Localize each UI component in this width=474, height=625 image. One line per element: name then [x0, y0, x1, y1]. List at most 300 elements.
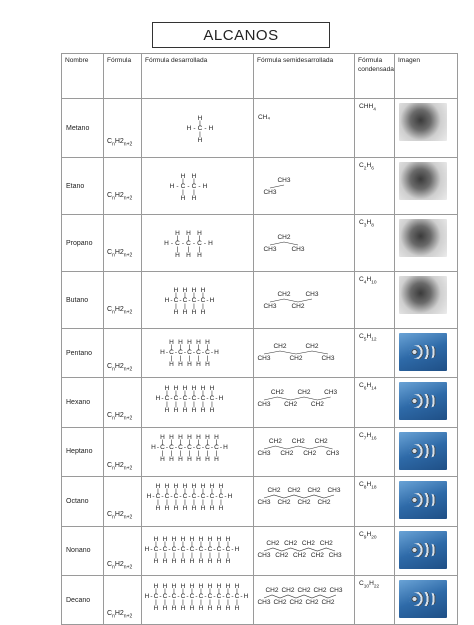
svg-text:|: | [161, 449, 164, 457]
alkane-name: Octano [62, 477, 104, 526]
svg-text:|: | [188, 438, 191, 446]
svg-text:H: H [155, 505, 161, 513]
svg-text:H: H [191, 407, 197, 415]
svg-text:H: H [207, 582, 213, 590]
svg-text:|: | [166, 390, 168, 398]
svg-text:CH3: CH3 [263, 246, 277, 253]
svg-text:H: H [164, 483, 170, 491]
svg-text:H: H [196, 455, 201, 463]
svg-text:H: H [178, 361, 183, 368]
svg-text:-: - [161, 493, 164, 501]
svg-text:|: | [193, 499, 195, 507]
svg-text:|: | [170, 438, 173, 446]
molecule-image [395, 99, 458, 158]
octane-model-icon [399, 481, 447, 519]
svg-text:C: C [209, 493, 215, 501]
svg-text:H: H [234, 604, 240, 612]
structural-formula [142, 272, 254, 329]
svg-text:-: - [206, 395, 209, 403]
svg-text:H: H [216, 557, 222, 565]
svg-text:|: | [184, 401, 186, 409]
svg-text:H: H [182, 505, 188, 513]
table-row [62, 427, 458, 476]
svg-text:H: H [187, 339, 192, 346]
svg-text:CH2: CH2 [266, 539, 280, 547]
svg-text:CH3: CH3 [263, 189, 277, 196]
header-formula: Fórmula [104, 54, 142, 99]
svg-text:|: | [182, 551, 184, 559]
table-row [62, 215, 458, 272]
svg-text:CH3: CH3 [326, 449, 340, 457]
svg-text:C: C [169, 349, 174, 356]
svg-text:|: | [179, 355, 182, 362]
svg-text:|: | [175, 401, 177, 409]
svg-text:|: | [193, 292, 195, 299]
svg-text:C: C [209, 395, 215, 403]
svg-text:C: C [187, 349, 192, 356]
svg-text:C: C [207, 545, 213, 553]
svg-text:C: C [205, 443, 210, 451]
svg-text:|: | [206, 449, 209, 457]
general-formula: $C_nH2_{n+2}$ [104, 427, 142, 476]
svg-text:H: H [225, 535, 231, 543]
svg-text:H: H [153, 535, 159, 543]
svg-text:H: H [173, 483, 179, 491]
svg-text:CH2: CH2 [277, 499, 291, 507]
svg-text:|: | [206, 438, 209, 446]
svg-text:CH3: CH3 [257, 598, 271, 606]
svg-text:CH3: CH3 [257, 551, 271, 559]
svg-text:H: H [182, 483, 188, 491]
svg-text:|: | [164, 551, 166, 559]
header-formula-condensada: Fórmula condensada [355, 54, 395, 99]
svg-text:|: | [197, 449, 200, 457]
svg-text:H: H [169, 183, 175, 190]
svg-text:-: - [188, 395, 191, 403]
svg-text:CH2: CH2 [268, 437, 282, 445]
svg-text:|: | [193, 488, 195, 496]
svg-text:|: | [164, 598, 166, 606]
svg-text:C: C [197, 125, 203, 132]
alkane-name: Butano [62, 272, 104, 329]
svg-text:|: | [209, 551, 211, 559]
svg-text:H: H [187, 361, 192, 368]
svg-text:H: H [178, 339, 183, 346]
svg-text:H: H [205, 455, 210, 463]
svg-text:CH3: CH3 [324, 389, 338, 397]
svg-text:H: H [187, 433, 192, 441]
svg-text:H: H [225, 582, 231, 590]
svg-text:C: C [225, 545, 231, 553]
general-formula: $C_nH2_{n+2}$ [104, 477, 142, 526]
svg-text:C: C [182, 297, 188, 304]
svg-text:|: | [198, 246, 201, 253]
svg-text:H: H [171, 535, 177, 543]
svg-text:|: | [211, 390, 213, 398]
molecule-image [395, 215, 458, 272]
svg-text:H: H [216, 604, 222, 612]
svg-text:|: | [184, 488, 186, 496]
svg-text:|: | [175, 488, 177, 496]
svg-text:CH3: CH3 [305, 291, 319, 298]
svg-text:-: - [215, 493, 218, 501]
svg-text:|: | [191, 598, 193, 606]
svg-text:CH3: CH3 [328, 551, 342, 559]
svg-text:|: | [170, 344, 173, 351]
svg-text:-: - [170, 493, 173, 501]
svg-text:H: H [209, 297, 215, 304]
svg-text:|: | [155, 540, 157, 548]
svg-text:CH2: CH2 [277, 291, 291, 298]
butane-model-icon [399, 276, 447, 314]
structural-formula [142, 427, 254, 476]
svg-text:-: - [195, 545, 198, 553]
condensed-formula: $C_6H_{14}$ [355, 378, 395, 427]
molecule-image [395, 329, 458, 378]
svg-text:|: | [170, 355, 173, 362]
svg-text:-: - [152, 493, 155, 501]
svg-text:C: C [191, 493, 197, 501]
svg-text:|: | [175, 303, 177, 310]
svg-text:|: | [218, 587, 220, 595]
svg-text:|: | [236, 598, 238, 606]
svg-text:-: - [231, 592, 234, 600]
svg-text:-: - [188, 493, 191, 501]
svg-text:|: | [191, 540, 193, 548]
semistructural-formula [254, 99, 355, 158]
semistructural-formula [254, 526, 355, 575]
svg-text:H: H [207, 604, 213, 612]
svg-text:-: - [177, 592, 180, 600]
svg-text:-: - [192, 443, 196, 451]
svg-text:H: H [191, 309, 197, 316]
svg-text:H: H [160, 349, 165, 356]
svg-text:H: H [189, 604, 195, 612]
svg-text:-: - [179, 493, 182, 501]
svg-text:H: H [144, 545, 150, 553]
table-row [62, 378, 458, 427]
svg-text:H: H [173, 407, 179, 415]
svg-text:H: H [180, 173, 186, 180]
alkane-name: Heptano [62, 427, 104, 476]
svg-text:H: H [191, 385, 197, 393]
svg-text:H: H [225, 604, 231, 612]
molecule-image [395, 272, 458, 329]
svg-text:CH2: CH2 [297, 389, 311, 397]
svg-text:H: H [175, 230, 180, 237]
svg-text:|: | [182, 189, 184, 196]
svg-text:H: H [218, 395, 224, 403]
svg-text:|: | [199, 131, 201, 138]
svg-text:|: | [161, 438, 164, 446]
svg-text:-: - [168, 592, 171, 600]
svg-text:H: H [171, 604, 177, 612]
svg-text:|: | [211, 488, 213, 496]
svg-text:|: | [182, 178, 184, 185]
svg-text:H: H [171, 582, 177, 590]
svg-text:|: | [191, 587, 193, 595]
svg-text:-: - [168, 545, 171, 553]
svg-text:H: H [191, 195, 197, 202]
svg-text:H: H [160, 455, 165, 463]
svg-text:H: H [234, 545, 240, 553]
svg-text:|: | [211, 401, 213, 409]
svg-text:CH2: CH2 [281, 586, 295, 594]
table-row [62, 99, 458, 158]
svg-text:H: H [171, 557, 177, 565]
svg-text:-: - [198, 183, 201, 190]
svg-text:|: | [170, 449, 173, 457]
condensed-formula: $C_7H_{16}$ [355, 427, 395, 476]
svg-text:-: - [150, 545, 153, 553]
semistructural-formula [254, 215, 355, 272]
general-formula: $C_nH2_{n+2}$ [104, 526, 142, 575]
svg-text:H: H [197, 115, 203, 122]
svg-text:|: | [202, 488, 204, 496]
svg-text:-: - [203, 240, 207, 247]
svg-text:H: H [180, 535, 186, 543]
svg-text:H: H [218, 483, 224, 491]
svg-text:-: - [150, 592, 153, 600]
svg-text:-: - [183, 349, 187, 356]
svg-text:|: | [155, 598, 157, 606]
svg-text:H: H [191, 505, 197, 513]
svg-text:C: C [173, 493, 179, 501]
table-row [62, 575, 458, 624]
svg-text:H: H [162, 604, 168, 612]
svg-text:H: H [162, 557, 168, 565]
svg-text:H: H [153, 557, 159, 565]
nonane-model-icon [399, 531, 447, 569]
svg-text:C: C [207, 592, 213, 600]
svg-text:H: H [200, 505, 206, 513]
svg-text:-: - [240, 592, 243, 600]
svg-text:-: - [183, 443, 187, 451]
svg-text:H: H [182, 385, 188, 393]
svg-text:H: H [205, 339, 210, 346]
svg-text:H: H [208, 125, 214, 132]
header-formula-desarrollada: Fórmula desarrollada [142, 54, 254, 99]
svg-text:|: | [188, 449, 191, 457]
svg-text:H: H [196, 433, 201, 441]
ethane-model-icon [399, 162, 447, 200]
svg-text:-: - [197, 493, 200, 501]
svg-text:CH2: CH2 [317, 499, 331, 507]
svg-text:-: - [170, 297, 173, 304]
svg-text:H: H [198, 557, 204, 565]
table-row [62, 526, 458, 575]
svg-text:H: H [180, 582, 186, 590]
svg-text:|: | [157, 499, 159, 507]
svg-text:C: C [198, 545, 204, 553]
svg-text:C: C [214, 443, 219, 451]
svg-text:H: H [180, 604, 186, 612]
molecule-image [395, 427, 458, 476]
svg-text:C: C [189, 592, 195, 600]
hexane-model-icon [399, 382, 447, 420]
svg-text:C: C [162, 545, 168, 553]
svg-text:|: | [227, 587, 229, 595]
alkane-name: Hexano [62, 378, 104, 427]
svg-text:-: - [170, 240, 174, 247]
semistructural-formula [254, 477, 355, 526]
svg-text:H: H [216, 582, 222, 590]
svg-text:H: H [186, 125, 192, 132]
semistructural-formula [254, 378, 355, 427]
svg-text:|: | [184, 303, 186, 310]
svg-text:|: | [179, 449, 182, 457]
condensed-formula: $C_2H_6$ [355, 158, 395, 215]
svg-text:|: | [220, 488, 222, 496]
svg-text:CH2: CH2 [321, 598, 335, 606]
svg-text:H: H [202, 183, 208, 190]
svg-text:H: H [214, 433, 219, 441]
svg-text:C: C [198, 592, 204, 600]
general-formula: $C_nH2_{n+2}$ [104, 329, 142, 378]
svg-text:-: - [159, 545, 162, 553]
svg-text:H: H [173, 309, 179, 316]
svg-text:H: H [200, 309, 206, 316]
svg-text:C: C [196, 443, 201, 451]
svg-text:CH3: CH3 [257, 449, 271, 457]
svg-text:C: C [191, 395, 197, 403]
svg-text:H: H [180, 195, 186, 202]
alkane-name: Decano [62, 575, 104, 624]
svg-text:H: H [186, 252, 191, 259]
svg-text:|: | [182, 598, 184, 606]
svg-text:H: H [197, 230, 202, 237]
svg-text:CH2: CH2 [305, 343, 319, 350]
svg-text:|: | [175, 390, 177, 398]
alkanes-table [61, 53, 458, 625]
svg-text:|: | [179, 344, 182, 351]
svg-text:H: H [197, 252, 202, 259]
svg-text:|: | [215, 449, 218, 457]
svg-text:|: | [200, 540, 202, 548]
svg-text:CH3: CH3 [329, 586, 343, 594]
svg-text:CH2: CH2 [297, 586, 311, 594]
svg-text:C: C [155, 493, 161, 501]
svg-text:|: | [184, 292, 186, 299]
svg-text:H: H [146, 493, 152, 501]
svg-text:H: H [162, 582, 168, 590]
svg-text:|: | [197, 355, 200, 362]
svg-text:H: H [153, 582, 159, 590]
svg-text:|: | [166, 401, 168, 409]
molecule-image [395, 477, 458, 526]
svg-text:|: | [209, 598, 211, 606]
structural-formula [142, 99, 254, 158]
svg-text:|: | [197, 344, 200, 351]
svg-text:CH2: CH2 [287, 487, 301, 495]
svg-text:-: - [156, 443, 160, 451]
svg-text:|: | [193, 303, 195, 310]
svg-text:-: - [210, 349, 214, 356]
svg-text:-: - [176, 183, 179, 190]
svg-text:|: | [206, 344, 209, 351]
svg-text:CH2: CH2 [289, 355, 303, 362]
svg-text:|: | [182, 587, 184, 595]
svg-text:|: | [202, 499, 204, 507]
svg-text:|: | [184, 499, 186, 507]
svg-text:-: - [195, 592, 198, 600]
svg-text:CH3: CH3 [257, 355, 271, 362]
svg-text:-: - [204, 125, 207, 132]
svg-text:C: C [162, 592, 168, 600]
svg-text:H: H [180, 557, 186, 565]
svg-text:-: - [231, 545, 234, 553]
svg-text:C: C [164, 493, 170, 501]
svg-text:|: | [166, 488, 168, 496]
svg-text:CH3: CH3 [257, 401, 271, 409]
svg-text:H: H [209, 407, 215, 415]
svg-text:H: H [196, 361, 201, 368]
svg-text:H: H [208, 240, 213, 247]
svg-text:C: C [196, 349, 201, 356]
table-row [62, 272, 458, 329]
svg-text:C: C [182, 493, 188, 501]
svg-text:H: H [187, 455, 192, 463]
svg-text:-: - [174, 349, 178, 356]
svg-text:C: C [171, 592, 177, 600]
alkane-name: Propano [62, 215, 104, 272]
svg-text:-: - [192, 240, 196, 247]
molecule-image [395, 526, 458, 575]
svg-text:|: | [227, 551, 229, 559]
semistructural-formula [254, 329, 355, 378]
svg-text:|: | [193, 390, 195, 398]
svg-text:CH2: CH2 [293, 551, 307, 559]
svg-text:C: C [153, 592, 159, 600]
svg-text:|: | [197, 438, 200, 446]
structural-formula [142, 329, 254, 378]
svg-text:-: - [201, 443, 205, 451]
svg-text:CH2: CH2 [291, 303, 305, 310]
svg-text:C: C [180, 183, 186, 190]
svg-text:H: H [198, 604, 204, 612]
alkane-name: Nonano [62, 526, 104, 575]
svg-text:CH2: CH2 [319, 539, 333, 547]
svg-text:|: | [215, 438, 218, 446]
svg-text:|: | [176, 235, 179, 242]
svg-text:H: H [227, 493, 233, 501]
condensed-formula: $C_3H_8$ [355, 215, 395, 272]
svg-text:CH2: CH2 [310, 401, 324, 409]
svg-text:-: - [165, 443, 169, 451]
svg-text:|: | [173, 540, 175, 548]
svg-text:|: | [200, 551, 202, 559]
heptane-model-icon [399, 432, 447, 470]
svg-text:H: H [182, 309, 188, 316]
svg-text:-: - [186, 545, 189, 553]
svg-text:-: - [219, 443, 223, 451]
svg-text:|: | [188, 355, 191, 362]
svg-text:H: H [218, 505, 224, 513]
svg-text:C: C [200, 493, 206, 501]
svg-text:CH2: CH2 [270, 389, 284, 397]
structural-formula [142, 215, 254, 272]
svg-text:-: - [197, 297, 200, 304]
svg-text:-: - [204, 592, 207, 600]
table-row [62, 329, 458, 378]
svg-text:H: H [164, 505, 170, 513]
svg-text:H: H [164, 385, 170, 393]
svg-text:H: H [209, 483, 215, 491]
svg-text:-: - [188, 297, 191, 304]
semistructural-formula [254, 427, 355, 476]
svg-text:-: - [213, 592, 216, 600]
svg-text:|: | [209, 587, 211, 595]
